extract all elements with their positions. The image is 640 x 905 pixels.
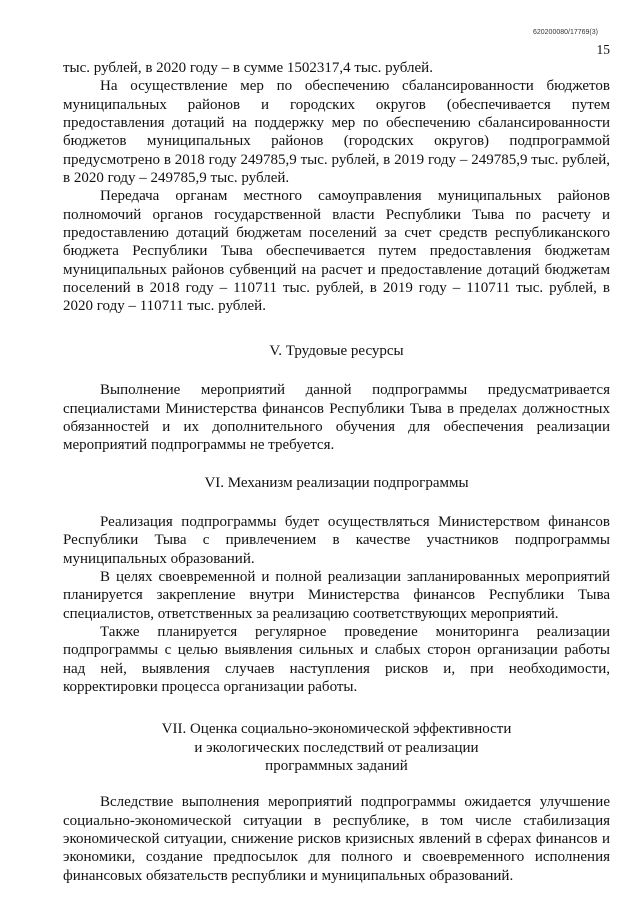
- section-title-efficiency-evaluation: [63, 720, 610, 775]
- section-title-line: и экологических последствий от реализации: [194, 739, 479, 756]
- paragraph-implementation: Реализация подпрограммы будет осуществляться Министерством финансов Республики Тыва с привлечением в качестве участников подпрограммы муниципальных образований.: [63, 513, 610, 567]
- page-number: 15: [596, 42, 610, 57]
- section-title-line: VII. Оценка социально-экономической эффективности: [161, 721, 512, 738]
- paragraph-specialists: В целях своевременной и полной реализации запланированных мероприятий планируется закрепление внутри Министерства финансов Республики Тыва специалистов, ответственных за реализацию соответствующих мероприятий.: [63, 568, 610, 622]
- paragraph-expected-results: Вследствие выполнения мероприятий подпрограммы ожидается улучшение социально-экономической ситуации в республике, в том числе стабилизация экономической ситуации, снижение рисков кризисных явлений в сферах финансов и экономики, создание предпосылок для полного и своевременного исполнения финансовых обязательств республики и муниципальных образований.: [63, 794, 610, 884]
- document-id: 620200080/17769(3): [532, 29, 598, 36]
- document-body: [63, 59, 610, 885]
- section-title-labor-resources: V. Трудовые ресурсы: [269, 342, 404, 359]
- paragraph-labor-resources: Выполнение мероприятий данной подпрограммы предусматривается специалистами Министерства финансов Республики Тыва в пределах должностных обязанностей и их дополнительного обучения для обеспечения реализации мероприятий подпрограммы не требуется.: [63, 382, 610, 454]
- paragraph-continuation: тыс. рублей, в 2020 году – в сумме 1502317,4 тыс. рублей.: [63, 60, 433, 76]
- paragraph-balance-measures: На осуществление мер по обеспечению сбалансированности бюджетов муниципальных районов и городских округов (обеспечивается путем предоставления дотаций на поддержку мер по обеспечению сбалансированности бюджетов муниципальных районов (городских округов) подпрограммой предусмотрено в 2018 году 249785,9 тыс. рублей, в 2019 году – 249785,9 тыс. рублей, в 2020 году – 249785,9 тыс. рублей.: [63, 78, 610, 187]
- section-title-implementation-mechanism: VI. Механизм реализации подпрограммы: [204, 474, 469, 491]
- paragraph-monitoring: Также планируется регулярное проведение мониторинга реализации подпрограммы с целью выявления сильных и слабых сторон организации работы над ней, выявления случаев наступления рисков и, при необходимости, корректировки процесса организации работы.: [63, 623, 610, 695]
- paragraph-powers-transfer: Передача органам местного самоуправления муниципальных районов полномочий органов государственной власти Республики Тыва по расчету и предоставлению дотаций бюджетам поселений за счет средств республиканского бюджета Республики Тыва обеспечивается путем предоставления бюджетам муниципальных районов субвенций на расчет и предоставление дотаций бюджетам поселений в 2018 году – 110711 тыс. рублей, в 2019 году – 110711 тыс. рублей, в 2020 году – 110711 тыс. рублей.: [63, 188, 610, 315]
- section-title-line: программных заданий: [265, 758, 408, 774]
